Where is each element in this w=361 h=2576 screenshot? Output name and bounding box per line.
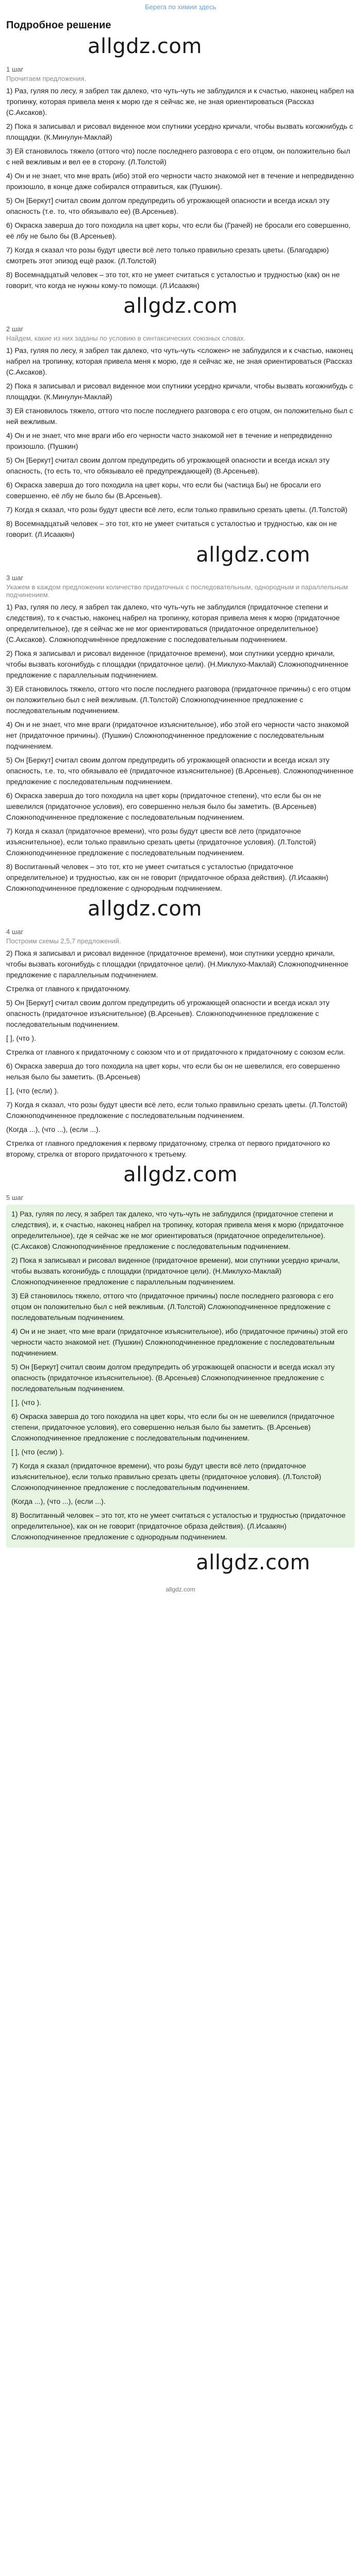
page-title: Подробное решение	[6, 20, 111, 31]
watermark: allgdz.com	[88, 897, 202, 921]
step-number: 4 шаг	[6, 928, 24, 936]
step-paragraph: 3) Ей становилось тяжело, оттого что после последнего разговора (придаточное причины) с его отцом он положительно был с ней вежливым. (Л.Толстой) Сложноподчиненное предложение с последовательным подчинением.	[6, 685, 351, 715]
step-paragraph: 2) Пока я записывал и рисовал виденное (придаточное времени), мои спутники усердно кричали, чтобы вызвать когонибудь с площадки (придаточное цели). (Н.Миклухо-Маклай) Сложноподчиненное предложение с параллельным подчинением.	[6, 649, 349, 679]
step-paragraph: (Когда ...), (что ...), (если ...).	[6, 1125, 101, 1133]
step-paragraph: 6) Окраска заверша до того походила на цвет коры (придаточное степени), что если бы он не шевелился (придаточное условия), его совершенно нельзя было бы заметить. (В.Арсеньев) Сложноподчиненное предложение с последовательным подчинением.	[6, 791, 321, 821]
step-paragraph: Стрелка от главного предложения к первому придаточному, стрелка от первого придаточного ко второму, стрелка от второго придаточного к третьему.	[6, 1139, 330, 1158]
step-paragraph: 7) Когда я сказал (придаточное времени), что розы будут цвести всё лето (придаточное изъяснительное), если только правильно срезать цветы (придаточное условия). (Л.Толстой) Сложноподчиненное предложение с последовательным подчинением.	[6, 827, 316, 857]
answer-box	[6, 1205, 355, 1548]
step-section	[6, 65, 355, 291]
watermark: allgdz.com	[196, 1551, 310, 1574]
answer-paragraph: 2) Пока я записывал и рисовал виденное (придаточное времени), мои спутники усердно кричали, чтобы вызвать когонибудь с площадки (придаточное цели). (Н.Миклухо-Маклай) Сложноподчиненное предложение с параллельным подчинением.	[11, 1256, 340, 1286]
step-paragraph: 6) Окраска заверша до того походила на цвет коры, что если бы (Грачей) не бросали его совершенно, её лбу не было бы (В.Арсеньев).	[6, 221, 351, 240]
step-section	[6, 325, 355, 540]
step-paragraph: 7) Когда я сказал, что розы будут цвести всё лето, если только правильно срезать цветы. (Л.Толстой) Сложноподчиненное предложение с последовательным подчинением.	[6, 1100, 348, 1120]
watermark: allgdz.com	[123, 1163, 238, 1187]
step-paragraph: Стрелка от главного к придаточному с союзом что и от придаточного к придаточному с союзом если.	[6, 1048, 346, 1056]
answer-paragraph: (Когда ...), (что ...), (если ...).	[11, 1497, 106, 1505]
step-paragraph: 1) Раз, гуляя по лесу, я забрел так далеко, что чуть-чуть <сложен> не заблудился и к счастью, наконец набрел на тропинку, которая привела меня к морю, где я сейчас же, не зная ориентироваться (Рассказ (С.Аксаков).	[6, 346, 353, 376]
step-paragraph: 4) Он и не знает, что мне враги ибо его черности часто знакомой нет в течение и непредвиденно произошло. (Пушкин)	[6, 431, 332, 450]
step-paragraph: 2) Пока я записывал и рисовал виденное (придаточное времени), мои спутники усердно кричали, чтобы вызвать когонибудь с площадки (придаточное цели). (Н.Миклухо-Маклай) Сложноподчиненное предложение с параллельным подчинением.	[6, 949, 349, 979]
answer-paragraph: [ ], (что ).	[11, 1398, 41, 1406]
step-section	[6, 574, 355, 894]
answer-paragraph: 8) Воспитанный человек – это тот, кто не умеет считаться с усталостью и трудностью (придаточное определительное), как он не говорит (придаточное образа действия). (Л.Исаакян) Сложноподчиненное предложение с однородным подчинением.	[11, 1511, 346, 1541]
step-paragraph: 8) Восемнадцатый человек – это тот, кто не умеет считаться с усталостью и трудностью (как) он не говорит, что когда не нужны кому-то помощи. (Л.Исаакян)	[6, 270, 340, 290]
step-paragraph: 5) Он [Беркут] считал своим долгом предупредить об угрожающей опасности и всегда искал эту опасность, (то есть то, что обязывало её предупреждающей) (В.Арсеньев).	[6, 456, 330, 475]
step-paragraph: 7) Когда я сказал, что розы будут цвести всё лето, если только правильно срезать цветы. (Л.Толстой)	[6, 505, 348, 514]
step-title: Найдем, какие из них заданы по условию в синтаксических союзных словах.	[6, 334, 246, 342]
step-paragraph: 8) Воспитанный человек – это тот, кто не умеет считаться с усталостью (придаточное определительное) и трудностью, как он не говорит (придаточное образа действия). (Л.Исаакян) Сложноподчиненное предложение с однородным подчинением.	[6, 862, 329, 892]
step-title: Построим схемы 2,5,7 предложений.	[6, 937, 121, 945]
step-title: Прочитаем предложения.	[6, 75, 87, 82]
answer-paragraph: 3) Ей становилось тяжело, оттого что (придаточное причины) после последнего разговора с его отцом он положительно был с ней вежливым. (Л.Толстой) Сложноподчиненное предложение с последовательным подчинением.	[11, 1292, 334, 1321]
step-section	[6, 928, 355, 1160]
step-paragraph: 5) Он [Беркут] считал своим долгом предупредить об угрожающей опасности и всегда искал эту опасность (т.е. то, что обязывало ее) (В.Арсеньев).	[6, 196, 330, 215]
step-paragraph: 3) Ей становилось тяжело (оттого что) после последнего разговора с его отцом, он положительно был с ней вежливым и вел ее в сторону. (Л.Толстой)	[6, 147, 350, 166]
step-title: Укажем в каждом предложении количество придаточных с последовательным, однородным и параллельным подчинением.	[6, 583, 348, 599]
step-paragraph: 3) Ей становилось тяжело, оттого что после последнего разговора с его отцом, он положительно был с ней вежливым.	[6, 406, 353, 426]
step-paragraph: 5) Он [Беркут] считал своим долгом предупредить об угрожающей опасности и всегда искал эту опасность (придаточное изъяснительное) (В.Арсеньев). Сложноподчиненное предложение с последовательным подчинением.	[6, 998, 330, 1028]
answer-paragraph: 5) Он [Беркут] считал своим долгом предупредить об угрожающей опасности и всегда искал эту опасность (придаточное изъяснительное). (В.Арсеньев) Сложноподчиненное предложение с последовательным подчинением.	[11, 1363, 335, 1393]
step-paragraph: 5) Он [Беркут] считал своим долгом предупредить об угрожающей опасности и всегда искал эту опасность, т.е. то, что обязывало её (придаточное изъяснительное) (В.Арсеньев). Сложноподчиненное предложение с последовательным подчинением.	[6, 756, 354, 786]
answer-paragraph: 7) Когда я сказал (придаточное времени), что розы будут цвести всё лето (придаточное изъяснительное), если только правильно срезать цветы (придаточное условия). (Л.Толстой) Сложноподчиненное предложение с последовательным подчинением.	[11, 1462, 321, 1492]
watermark: allgdz.com	[88, 35, 202, 58]
answer-paragraph: 6) Окраска заверша до того походила на цвет коры, что если бы он не шевелился (придаточное степени, придаточное условия), его совершенно нельзя было бы заметить. (В.Арсеньев) Сложноподчиненное предложение с последовательным подчинением.	[11, 1412, 335, 1442]
step-section	[6, 1194, 355, 1548]
watermark: allgdz.com	[196, 543, 310, 567]
step-paragraph: 6) Окраска заверша до того походила на цвет коры, что если бы (частица Бы) не бросали его совершенно, её лбу не было бы (В.Арсеньев).	[6, 481, 321, 500]
step-number: 1 шаг	[6, 65, 24, 73]
top-note-link[interactable]: Берега по химии здесь	[145, 3, 216, 11]
step-paragraph: 7) Когда я сказал что розы будут цвести всё лето только правильно срезать цветы. (Благодарю) смотреть этот эпизод ещё разок. (Л.Толстой)	[6, 246, 329, 265]
step-paragraph: 4) Он и не знает, что мне враги (придаточное изъяснительное), ибо этой его черности часто знакомой нет (придаточное причины). (Пушкин) Сложноподчиненное предложение с последовательным подчинением.	[6, 720, 349, 750]
answer-paragraph: 4) Он и не знает, что мне враги (придаточное изъяснительное), ибо (придаточное причины) этой его черности часто знакомой нет. (Пушкин) Сложноподчиненное предложение с последовательным подчинением.	[11, 1327, 348, 1357]
step-paragraph: [ ], (что (если) ).	[6, 1087, 59, 1095]
step-paragraph: 2) Пока я записывал и рисовал виденное мои спутники усердно кричали, чтобы вызвать когожнибудь с площадки. (К.Минулун-Маклай)	[6, 122, 353, 141]
step-paragraph: Стрелка от главного к придаточному.	[6, 985, 130, 993]
step-number: 5 шаг	[6, 1194, 24, 1201]
step-paragraph: [ ], (что ).	[6, 1034, 36, 1042]
step-paragraph: 1) Раз, гуляя по лесу, я забрел так далеко, что чуть-чуть не заблудился (придаточное степени и следствия), то к счастью, наконец набрел на тропинку, которая привела меня к морю (придаточное определительное), где я сейчас же не мог ориентироваться (придаточное определительное) (С.Аксаков). Сложноподчинённое предложение с последовательным подчинением.	[6, 603, 340, 643]
steps-container	[0, 65, 361, 1574]
step-number: 3 шаг	[6, 574, 24, 582]
step-paragraph: 6) Окраска заверша до того походила на цвет коры, что если бы он не шевелился, его совершенно нельзя было бы заметить. (В.Арсеньев)	[6, 1062, 340, 1081]
step-paragraph: 1) Раз, гуляя по лесу, я забрел так далеко, что чуть-чуть не заблудился и к счастью, наконец набрел на тропинку, которая привела меня к морю где я сейчас же, не зная ориентироваться (Рассказ (С.Аксаков).	[6, 87, 354, 116]
answer-paragraph: [ ], (что (если) ).	[11, 1448, 64, 1456]
footer-watermark: allgdz.com	[166, 1586, 195, 1593]
answer-paragraph: 1) Раз, гуляя по лесу, я забрел так далеко, что чуть-чуть не заблудился (придаточное степени и следствия), и, к счастью, наконец набрел на тропинку, которая привела меня к морю (придаточное определительное), где я сейчас же не мог ориентироваться (придаточное определительное). (С.Аксаков) Сложноподчинённое предложение с последовательным подчинением.	[11, 1210, 344, 1250]
step-paragraph: 4) Он и не знает, что мне врать (ибо) этой его черности часто знакомой нет в течение и непредвиденно произошло, в конце даже собирался отправиться, как (Пушкин).	[6, 172, 354, 191]
step-number: 2 шаг	[6, 325, 24, 333]
step-paragraph: 8) Восемнадцатый человек – это тот, кто не умеет считаться с усталостью и трудностью, как он не говорит. (Л.Исаакян)	[6, 519, 337, 538]
watermark: allgdz.com	[123, 294, 238, 318]
step-paragraph: 2) Пока я записывал и рисовал виденное мои спутники усердно кричали, чтобы вызвать когожнибудь с площадки. (К.Минулун-Маклай)	[6, 382, 353, 401]
